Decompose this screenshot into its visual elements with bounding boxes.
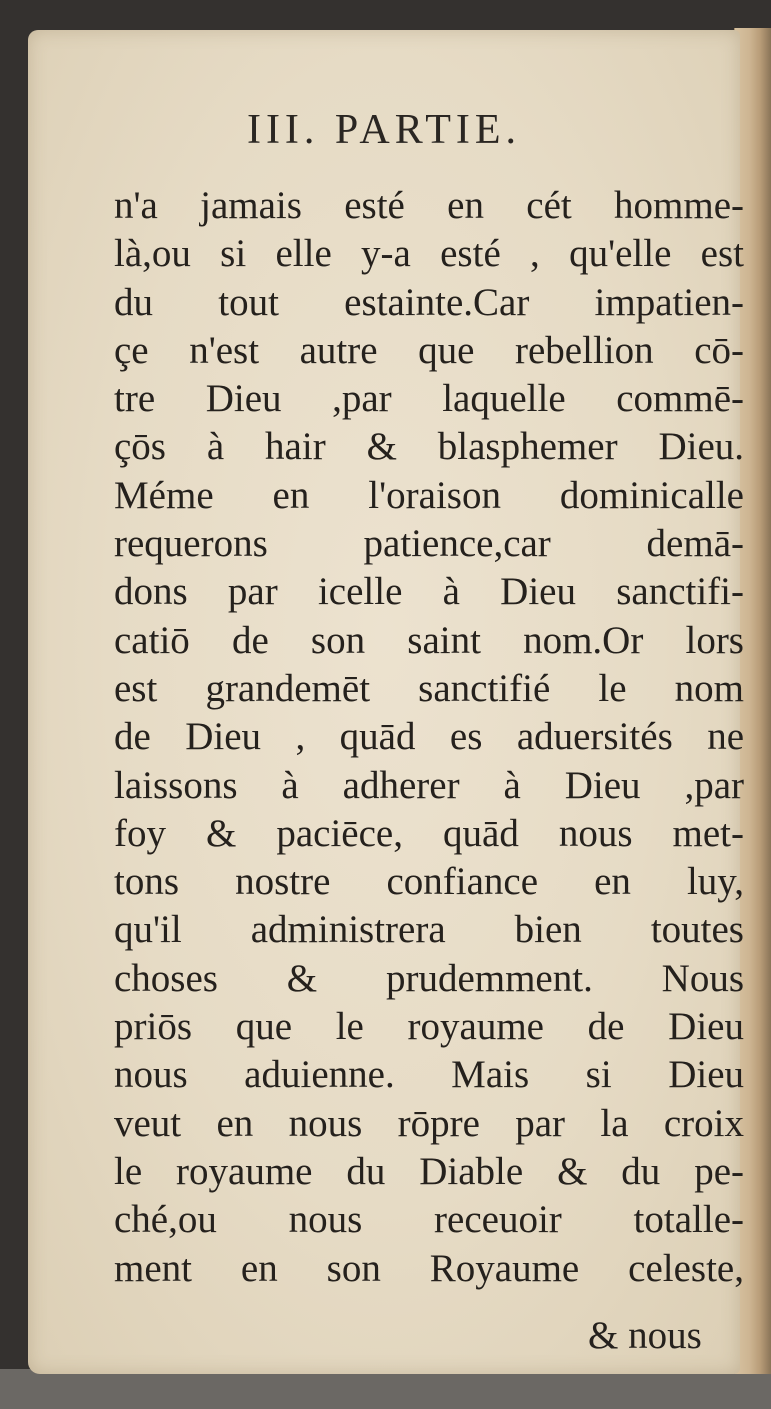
text-line: laissons à adherer à Dieu ,par bbox=[114, 763, 744, 807]
text-line: tre Dieu ,par laquelle commē- bbox=[114, 377, 744, 421]
text-line: veut en nous rōpre par la croix bbox=[114, 1101, 744, 1145]
text-line: ché,ou nous receuoir totalle- bbox=[114, 1198, 744, 1242]
text-line: qu'il administrera bien toutes bbox=[114, 908, 744, 952]
text-line: çōs à hair & blasphemer Dieu. bbox=[114, 425, 744, 469]
binding-board bbox=[0, 1369, 771, 1409]
text-line: requerons patience,car demā- bbox=[114, 522, 744, 566]
text-line: choses & prudemment. Nous bbox=[114, 956, 744, 1000]
text-line: çe n'est autre que rebellion cō- bbox=[114, 328, 744, 372]
text-line: là,ou si elle y-a esté , qu'elle est bbox=[114, 232, 744, 276]
text-line: le royaume du Diable & du pe- bbox=[114, 1149, 744, 1193]
text-line: ment en son Royaume celeste, bbox=[114, 1246, 744, 1290]
text-line: tons nostre confiance en luy, bbox=[114, 860, 744, 904]
text-line: Méme en l'oraison dominicalle bbox=[114, 473, 744, 517]
text-line: n'a jamais esté en cét homme- bbox=[114, 184, 744, 227]
text-line: du tout estainte.Car impatien- bbox=[114, 280, 744, 324]
text-line: nous aduienne. Mais si Dieu bbox=[114, 1053, 744, 1097]
catchword: & nous bbox=[588, 1314, 702, 1357]
body-text bbox=[114, 182, 744, 1293]
text-line: dons par icelle à Dieu sanctifi- bbox=[114, 570, 744, 614]
text-line: foy & paciēce, quād nous met- bbox=[114, 811, 744, 855]
text-line: est grandemēt sanctifié le nom bbox=[114, 666, 744, 710]
text-line: catiō de son saint nom.Or lors bbox=[114, 618, 744, 662]
text-line: priōs que le royaume de Dieu bbox=[114, 1005, 744, 1049]
text-line: de Dieu , quād es aduersités ne bbox=[114, 715, 744, 759]
book-page bbox=[28, 30, 744, 1374]
running-head: III. PARTIE. bbox=[246, 107, 522, 153]
